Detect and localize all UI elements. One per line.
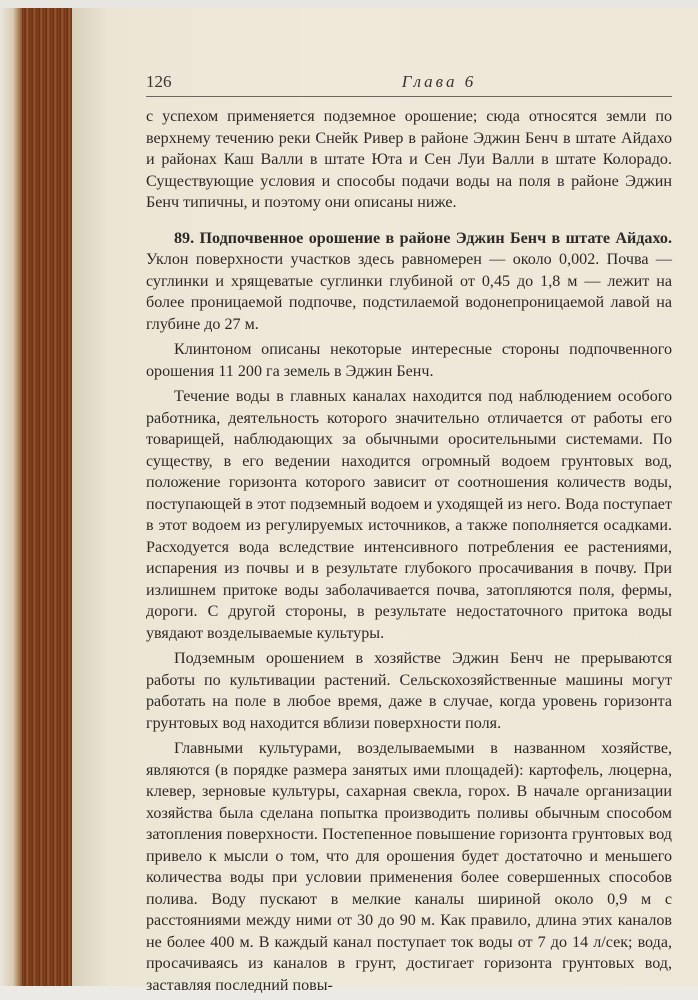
- paragraph-2-body: Уклон поверхности участков здесь равномерен — около 0,002. Почва — суглинки и хрящеватые суглинки глубиной от 0,45 до 1,8 м — лежит на более проницаемой подпочве, подстилаемой водонепроницаемой лавой на глубине до 27 м.: [146, 251, 672, 333]
- running-head: Глава 6: [401, 72, 477, 91]
- body-text: [146, 106, 672, 996]
- book-edge: [0, 8, 22, 986]
- scan-border-top: [0, 0, 698, 8]
- paragraph-4: Течение воды в главных каналах находится под наблюдением особого работника, деятельность которого значительно отличается от работы его товарищей, наблюдающих за обычными оросительными системами. По существу, в его ведении находится огромный водоем грунтовых вод, положение горизонта которого зависит от соотношения количеств воды, поступающей в этот подземный водоем и уходящей из него. Вода поступает в этот водоем из регулируемых источников, а также пополняется осадками. Расходуется вода вследствие интенсивного потребления ее растениями, испарения из почвы и в результате глубокого просачивания в почву. При излишнем притоке воды заболачивается почва, затопляются поля, фермы, дороги. С другой стороны, в результате недостаточного притока воды увядают возделываемые культуры.: [146, 388, 672, 642]
- paragraph-1: с успехом применяется подземное орошение; сюда относятся земли по верхнему течению реки Снейк Ривер в районе Эджин Бенч в штате Айдахо и районах Каш Валли в штате Юта и Сен Луи Валли в штате Колорадо. Существующие условия и способы подачи воды на поля в районе Эджин Бенч типичны, и поэтому они описаны ниже.: [146, 108, 672, 211]
- paragraph-2: [146, 228, 672, 336]
- paragraph-3: Клинтоном описаны некоторые интересные стороны подпочвенного орошения 11 200 га земель в Эджин Бенч.: [146, 341, 672, 380]
- page-number: 126: [146, 72, 172, 91]
- page-header: [146, 72, 672, 94]
- paragraph-6: Главными культурами, возделываемыми в названном хозяйстве, являются (в порядке размера занятых ими площадей): картофель, люцерна, клевер, зерновые культуры, сахарная свекла, горох. В начале организации хозяйства была сделана попытка производить поливы обычным способом затопления поверхности. Постепенное повышение горизонта грунтовых вод привело к мысли о том, что для орошения будет достаточно и меньшего количества воды при условии применения более совершенных способов полива. Воду пускают в мелкие каналы шириной около 0,9 м с расстояниями между ними от 30 до 90 м. Как правило, длина этих каналов не более 400 м. В каждый канал поступает ток воды от 7 до 14 л/сек; вода, просачиваясь из каналов в грунт, достигает горизонта грунтовых вод, заставляя последний повы-: [146, 740, 672, 994]
- header-rule: [146, 96, 672, 97]
- section-heading: 89. Подпочвенное орошение в районе Эджин Бенч в штате Айдахо.: [174, 229, 672, 247]
- book-spine: [22, 8, 72, 986]
- paragraph-5: Подземным орошением в хозяйстве Эджин Бенч не прерываются работы по культивации растений. Сельскохозяйственные машины могут работать на поле в любое время, даже в случае, когда уровень горизонта грунтовых вод находится вблизи поверхности поля.: [146, 650, 672, 732]
